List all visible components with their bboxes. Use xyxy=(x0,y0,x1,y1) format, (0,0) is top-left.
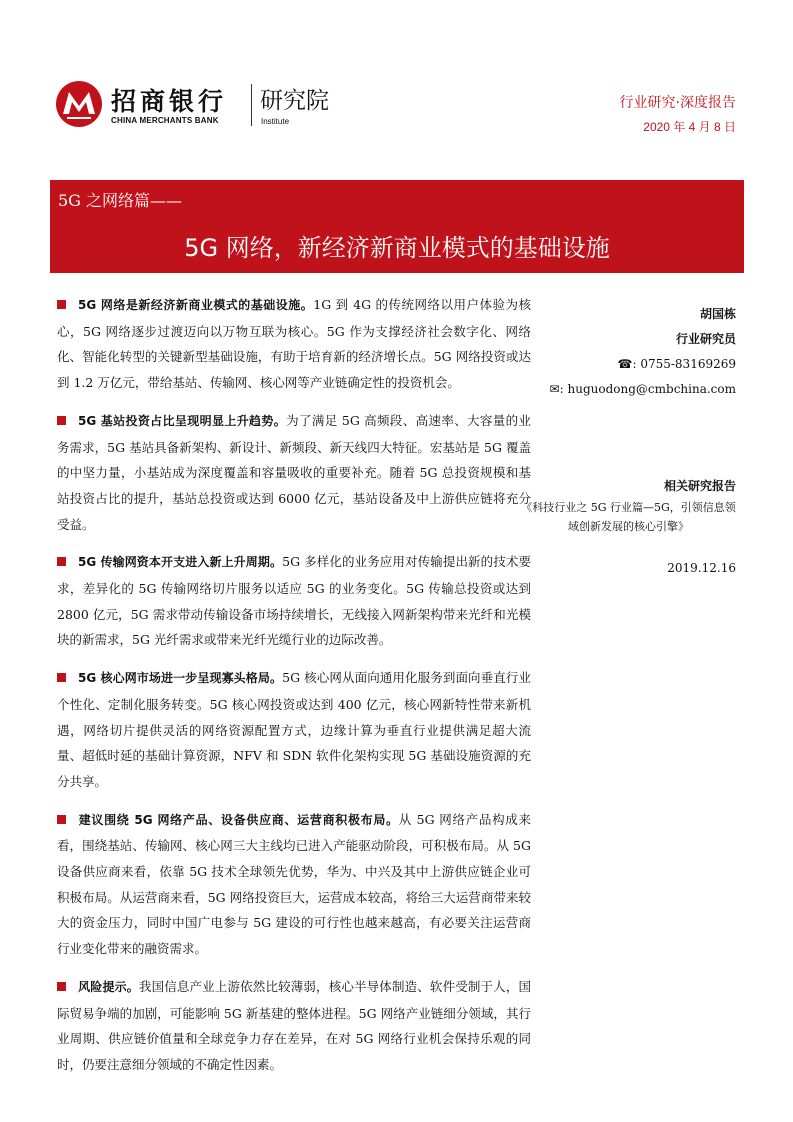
paragraph-heading: 5G 网络是新经济新商业模式的基础设施。 xyxy=(78,298,314,312)
paragraph-body: 为了满足 5G 高频段、高速率、大容量的业务需求，5G 基站具备新架构、新设计、新频段、新天线四大特征。宏基站是 5G 覆盖的中坚力量，小基站成为深度覆盖和容量吸收的重要补充。随着 5G 总投资规模和基站投资占比的提升，基站总投资或达到 6000 亿元，基站设备及中上游供应链将充分受益。 xyxy=(57,412,531,532)
related-report-title[interactable]: 《科技行业之 5G 行业篇—5G，引领信息领域创新发展的核心引擎》 xyxy=(521,501,736,533)
logo-divider xyxy=(251,84,252,126)
bullet-square-icon xyxy=(57,982,66,991)
phone-number: 0755-83169269 xyxy=(640,357,736,371)
paragraph-heading: 5G 基站投资占比呈现明显上升趋势。 xyxy=(78,413,287,428)
summary-paragraph xyxy=(57,807,531,962)
related-reports-heading: 相关研究报告 xyxy=(663,479,736,493)
paragraph-heading: 5G 传输网资本开支进入新上升周期。 xyxy=(78,555,283,570)
bullet-square-icon xyxy=(57,300,66,309)
summary-paragraph xyxy=(57,549,531,653)
title-banner xyxy=(50,180,744,273)
report-date: 2020 年 4 月 8 日 xyxy=(643,120,736,134)
author-info xyxy=(526,302,736,402)
summary-paragraph xyxy=(57,665,531,795)
series-label: 5G 之网络篇—— xyxy=(58,191,183,210)
bullet-square-icon xyxy=(57,416,66,425)
author-phone xyxy=(526,352,736,377)
email-icon: ✉: xyxy=(549,382,564,396)
paragraph-body: 我国信息产业上游依然比较薄弱，核心半导体制造、软件受制于人，国际贸易争端的加剧，可能影响 5G 新基建的整体进程。5G 网络产业链细分领域，其行业周期、供应链价值量和全球竞争力存在差异，在对 5G 网络行业机会保持乐观的同时，仍要注意细分领域的不确定性因素。 xyxy=(57,978,531,1072)
paragraph-body: 1G 到 4G 的传统网络以用户体验为核心，5G 网络逐步过渡迈向以万物互联为核心。5G 作为支撑经济社会数字化、网络化、智能化转型的关键新型基础设施，有助于培育新的经济增长点。5G 网络投资或达到 1.2 万亿元，带给基站、传输网、核心网等产业链确定性的投资机会。 xyxy=(57,297,531,391)
summary-section xyxy=(57,292,531,1078)
bullet-square-icon xyxy=(57,815,66,824)
cmb-logo-icon xyxy=(55,80,103,128)
bullet-square-icon xyxy=(57,673,66,682)
bank-name-cn: 招商银行 xyxy=(111,87,228,116)
summary-paragraph xyxy=(57,408,531,538)
summary-paragraph xyxy=(57,292,531,396)
email-address[interactable]: huguodong@cmbchina.com xyxy=(567,382,736,396)
author-name: 胡国栋 xyxy=(699,307,736,321)
paragraph-body: 5G 多样化的业务应用对传输提出新的技术要求，差异化的 5G 传输网络切片服务以适应 5G 的业务变化。5G 传输总投资或达到 2800 亿元，5G 需求带动传输设备市场持续增长，无线接入网新架构带来光纤和光模块的新需求，5G 光纤需求或带来光纤光缆行业的边际改善。 xyxy=(57,554,531,648)
paragraph-body: 从 5G 网络产品构成来看，围绕基站、传输网、核心网三大主线均已进入产能驱动阶段，可积极布局。从 5G 设备供应商来看，依靠 5G 技术全球领先优势，华为、中兴及其中上游供应链企业可积极布局。从运营商来看，5G 网络投资巨大，运营成本较高，将给三大运营商带来较大的资金压力，同时中国广电参与 5G 建设的可行性也越来越高，有必要关注运营商行业变化带来的融资需求。 xyxy=(57,811,531,957)
author-role: 行业研究员 xyxy=(675,332,736,346)
bullet-square-icon xyxy=(57,557,66,566)
phone-icon: ☎: xyxy=(617,357,637,371)
institute-name-cn: 研究院 xyxy=(260,88,329,114)
paragraph-heading: 5G 核心网市场进一步呈现寡头格局。 xyxy=(78,671,283,686)
paragraph-heading: 风险提示。 xyxy=(78,979,139,994)
author-email xyxy=(526,377,736,402)
summary-paragraph xyxy=(57,974,531,1078)
bank-logo xyxy=(55,80,355,132)
related-report-date: 2019.12.16 xyxy=(667,561,736,575)
institute-name-en: Institute xyxy=(261,117,290,126)
report-title: 5G 网络，新经济新商业模式的基础设施 xyxy=(184,234,610,262)
paragraph-body: 5G 核心网从面向通用化服务到面向垂直行业个性化、定制化服务转变。5G 核心网投资或达到 400 亿元，核心网新特性带来新机遇，网络切片提供灵活的网络资源配置方式，边缘计算为垂直行业提供满足超大流量、超低时延的基础计算资源，NFV 和 SDN 软件化架构实现 5G 基础设施资源的充分共享。 xyxy=(57,670,531,789)
report-type: 行业研究·深度报告 xyxy=(619,95,736,111)
paragraph-heading: 建议围绕 5G 网络产品、设备供应商、运营商积极布局。 xyxy=(78,812,399,827)
bank-name-en: CHINA MERCHANTS BANK xyxy=(111,116,219,125)
